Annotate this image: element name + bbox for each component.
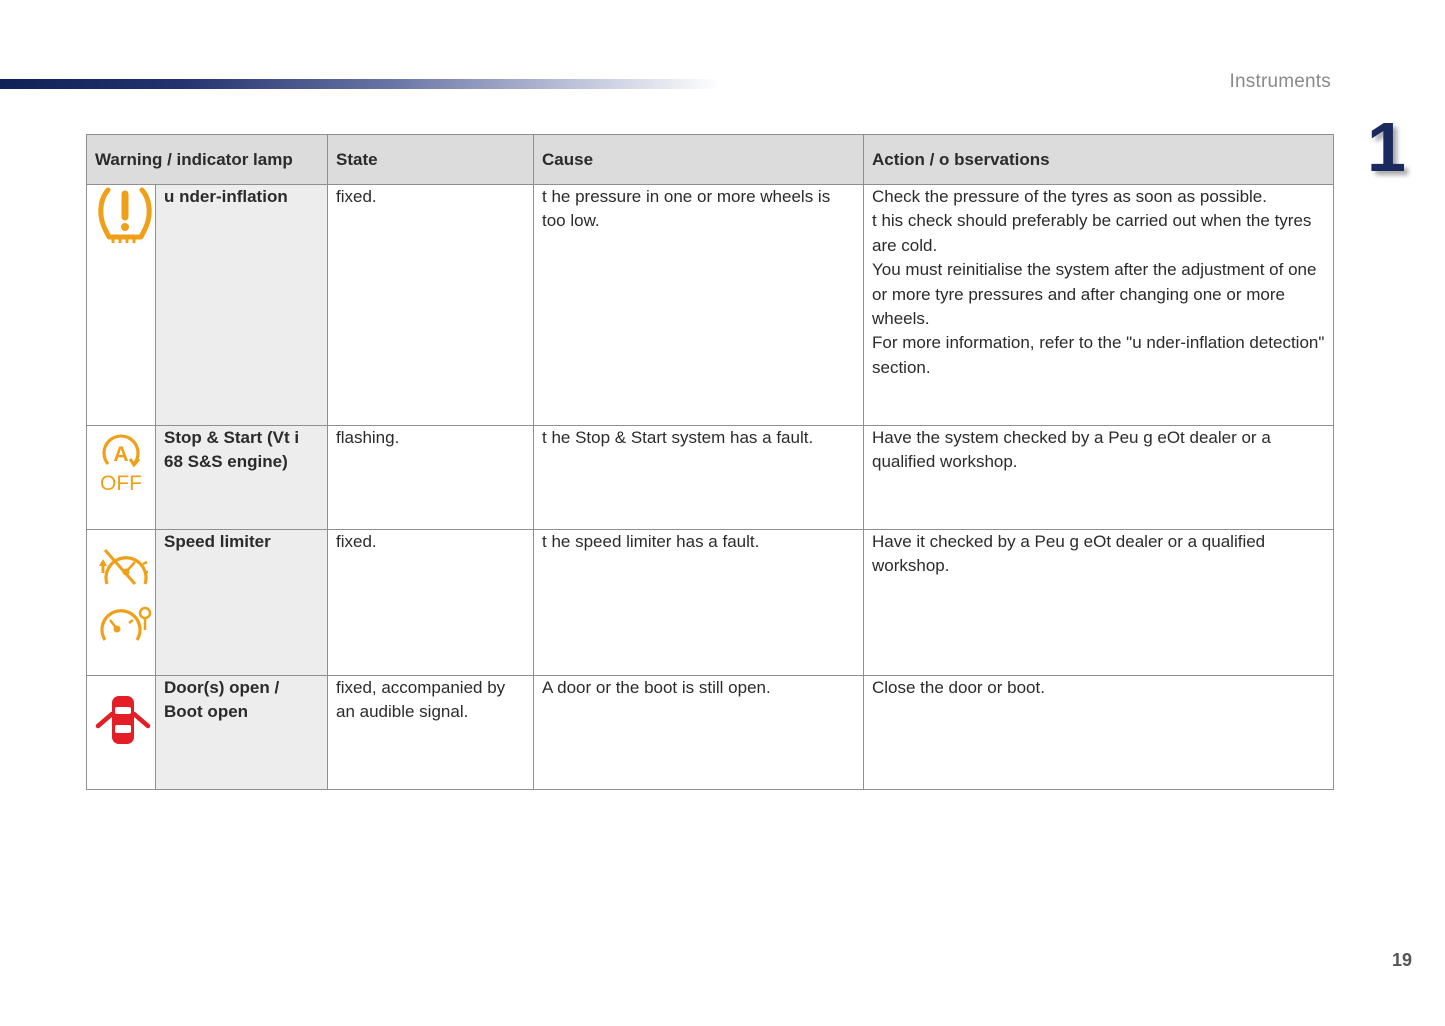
action-line: For more information, refer to the "u nder-inflation detection" section. bbox=[872, 333, 1325, 377]
lamp-name: u nder-inflation bbox=[156, 185, 328, 426]
table-row bbox=[87, 676, 1334, 790]
page-number: 19 bbox=[1391, 950, 1412, 970]
lamp-cause: A door or the boot is still open. bbox=[534, 676, 864, 790]
header-decorative-bar bbox=[0, 79, 720, 89]
chapter-number-tab: 1 bbox=[1367, 108, 1406, 186]
table-row bbox=[87, 185, 1334, 426]
lamp-name: Stop & Start (Vt i 68 S&S engine) bbox=[156, 426, 328, 530]
tyre-pressure-warning-icon bbox=[95, 185, 155, 245]
action-line: Check the pressure of the tyres as soon as possible. bbox=[872, 187, 1267, 206]
lamp-name: Speed limiter bbox=[156, 530, 328, 676]
lamp-action bbox=[864, 426, 1334, 530]
column-header-cause: Cause bbox=[534, 135, 864, 185]
stop-start-off-icon bbox=[96, 434, 146, 494]
lamp-cause: t he Stop & Start system has a fault. bbox=[534, 426, 864, 530]
table-row bbox=[87, 426, 1334, 530]
warning-lamps-table bbox=[86, 134, 1334, 790]
stop-start-letter: A bbox=[113, 443, 129, 466]
action-line: You must reinitialise the system after the adjustment of one or more tyre pressures and after changing one or more wheels. bbox=[872, 260, 1317, 329]
column-header-action: Action / o bservations bbox=[864, 135, 1334, 185]
column-header-state: State bbox=[328, 135, 534, 185]
lamp-icon-cell bbox=[87, 530, 156, 676]
action-line: Have it checked by a Peu g eOt dealer or a qualified workshop. bbox=[872, 532, 1266, 576]
lamp-icon-cell bbox=[87, 426, 156, 530]
table-header-row bbox=[87, 135, 1334, 185]
lamp-state: fixed, accompanied by an audible signal. bbox=[328, 676, 534, 790]
lamp-icon-cell bbox=[87, 676, 156, 790]
section-title: Instruments bbox=[1229, 71, 1331, 92]
lamp-action bbox=[864, 676, 1334, 790]
lamp-action bbox=[864, 185, 1334, 426]
lamp-cause: t he pressure in one or more wheels is too low. bbox=[534, 185, 864, 426]
lamp-cause: t he speed limiter has a fault. bbox=[534, 530, 864, 676]
lamp-icon-cell bbox=[87, 185, 156, 426]
lamp-action bbox=[864, 530, 1334, 676]
lamp-state: flashing. bbox=[328, 426, 534, 530]
door-open-icon bbox=[95, 694, 151, 746]
action-line: Close the door or boot. bbox=[872, 678, 1045, 697]
stop-start-off-label: OFF bbox=[100, 472, 142, 494]
lamp-state: fixed. bbox=[328, 530, 534, 676]
lamp-name: Door(s) open / Boot open bbox=[156, 676, 328, 790]
column-header-lamp: Warning / indicator lamp bbox=[87, 135, 328, 185]
speed-limiter-icon bbox=[95, 546, 155, 646]
action-line: Have the system checked by a Peu g eOt dealer or a qualified workshop. bbox=[872, 428, 1271, 472]
lamp-state: fixed. bbox=[328, 185, 534, 426]
table-row bbox=[87, 530, 1334, 676]
action-line: t his check should preferably be carried out when the tyres are cold. bbox=[872, 211, 1312, 255]
